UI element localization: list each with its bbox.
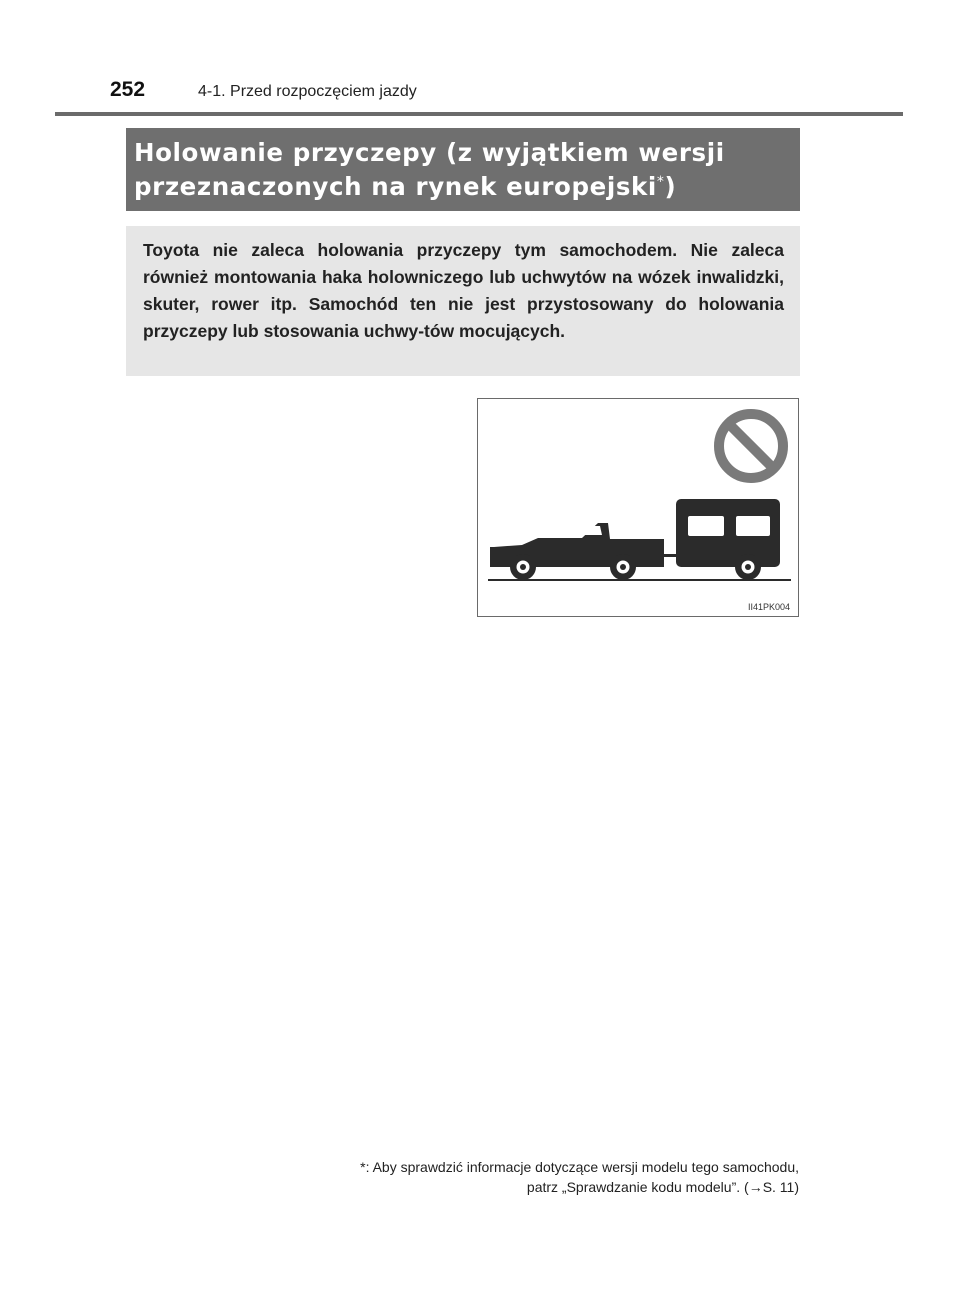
footnote-asterisk: *: [360, 1159, 366, 1175]
title-closing: ): [664, 172, 677, 201]
towing-illustration: [478, 399, 798, 616]
footnote-line1: [250, 1157, 799, 1177]
figure-code: II41PK004: [747, 602, 790, 612]
figure-towing-prohibited: [477, 398, 799, 617]
arrow-icon: →: [748, 1179, 763, 1195]
page-header: [110, 78, 417, 112]
trailer-icon: [676, 499, 780, 580]
footnote-text2: patrz „Sprawdzanie kodu modelu”. (: [526, 1179, 749, 1195]
header-rule: [55, 112, 903, 116]
intro-box: [126, 226, 800, 376]
intro-text: Toyota nie zaleca holowania przyczepy tym samochodem. Nie zaleca również montowania haka holowniczego lub uchwytów na wózek inwalidzki, skuter, rower itp. Samochód ten nie jest przystosowany do holowania przyczepy lub stosowania uchwy-tów mocujących.: [143, 240, 784, 341]
pickup-truck-icon: [490, 523, 684, 580]
section-title: [134, 136, 790, 204]
page-number: 252: [110, 78, 146, 101]
chapter-title: 4-1. Przed rozpoczęciem jazdy: [198, 83, 417, 100]
prohibition-icon: [719, 414, 783, 478]
section-title-line1: Holowanie przyczepy (z wyjątkiem wersji: [134, 138, 725, 167]
footnote-page-ref: S. 11): [762, 1179, 799, 1195]
footnote-line2: [250, 1177, 799, 1197]
title-asterisk: *: [656, 173, 665, 190]
section-title-box: [126, 128, 800, 211]
section-title-line2: przeznaczonych na rynek europejski: [134, 172, 657, 201]
footnote-text1: : Aby sprawdzić informacje dotyczące wersji modelu tego samochodu,: [365, 1159, 799, 1175]
footnote: [250, 1157, 799, 1197]
